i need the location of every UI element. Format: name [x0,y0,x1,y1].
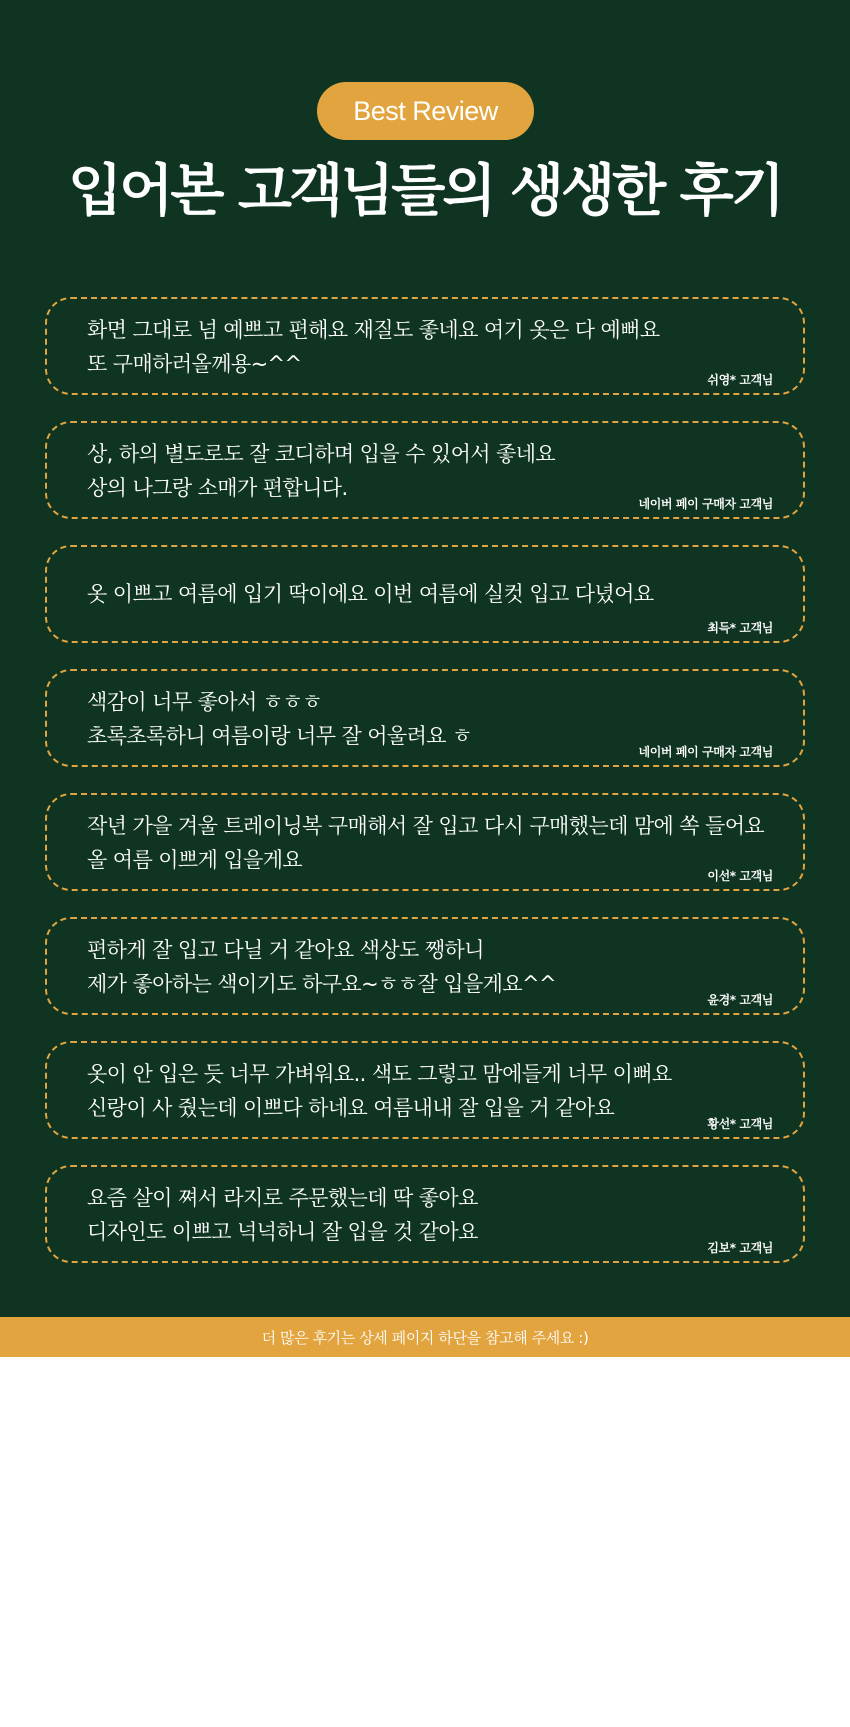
review-line: 제가 좋아하는 색이기도 하구요~ㅎㅎ잘 입을게요^^ [87,972,557,996]
review-card [45,545,805,643]
review-line: 디자인도 이쁘고 넉넉하니 잘 입을 것 같아요 [87,1220,478,1244]
best-review-badge: Best Review [317,82,534,140]
page-title: 입어본 고객님들의 생생한 후기 [68,159,782,224]
review-text [87,1181,747,1249]
review-card [45,1165,805,1263]
review-line: 초록초록하니 여름이랑 너무 잘 어울려요 ㅎ [87,724,472,748]
review-text [87,313,747,381]
review-card [45,793,805,891]
review-author: 이선* 고객님 [707,869,773,883]
review-card [45,421,805,519]
review-author: 김보* 고객님 [707,1241,773,1255]
review-card [45,669,805,767]
review-line: 작년 가을 겨울 트레이닝복 구매해서 잘 입고 다시 구매했는데 맘에 쏙 들어요 [87,814,765,838]
review-line: 또 구매하러올께용~^^ [87,352,302,376]
review-line: 색감이 너무 좋아서 ㅎㅎㅎ [87,690,322,714]
review-author: 네이버 페이 구매자 고객님 [638,497,773,511]
review-author: 황선* 고객님 [707,1117,773,1131]
review-text [87,577,747,611]
review-text [87,1057,747,1125]
review-author: 윤경* 고객님 [707,993,773,1007]
review-line: 옷이 안 입은 듯 너무 가벼워요.. 색도 그렇고 맘에들게 너무 이뻐요 [87,1062,672,1086]
review-line: 올 여름 이쁘게 입을게요 [87,848,303,872]
review-author: 네이버 페이 구매자 고객님 [638,745,773,759]
review-line: 요즘 살이 쪄서 라지로 주문했는데 딱 좋아요 [87,1186,478,1210]
footer-note-bar [0,1317,850,1357]
review-line: 편하게 잘 입고 다닐 거 같아요 색상도 쨍하니 [87,938,484,962]
review-line: 상, 하의 별도로도 잘 코디하며 입을 수 있어서 좋네요 [87,442,556,466]
review-text [87,933,747,1001]
footer-note: 더 많은 후기는 상세 페이지 하단을 참고해 주세요 :) [261,1328,589,1347]
review-card [45,917,805,1015]
review-line: 상의 나그랑 소매가 편합니다. [87,476,348,500]
review-line: 화면 그대로 넘 예쁘고 편해요 재질도 좋네요 여기 옷은 다 예뻐요 [87,318,660,342]
review-author: 최득* 고객님 [707,621,773,635]
review-card [45,1041,805,1139]
review-line: 신랑이 사 줬는데 이쁘다 하네요 여름내내 잘 입을 거 같아요 [87,1096,615,1120]
review-line: 옷 이쁘고 여름에 입기 딱이에요 이번 여름에 실컷 입고 다녔어요 [87,582,654,606]
review-author: 쉬영* 고객님 [707,373,773,387]
review-card [45,297,805,395]
